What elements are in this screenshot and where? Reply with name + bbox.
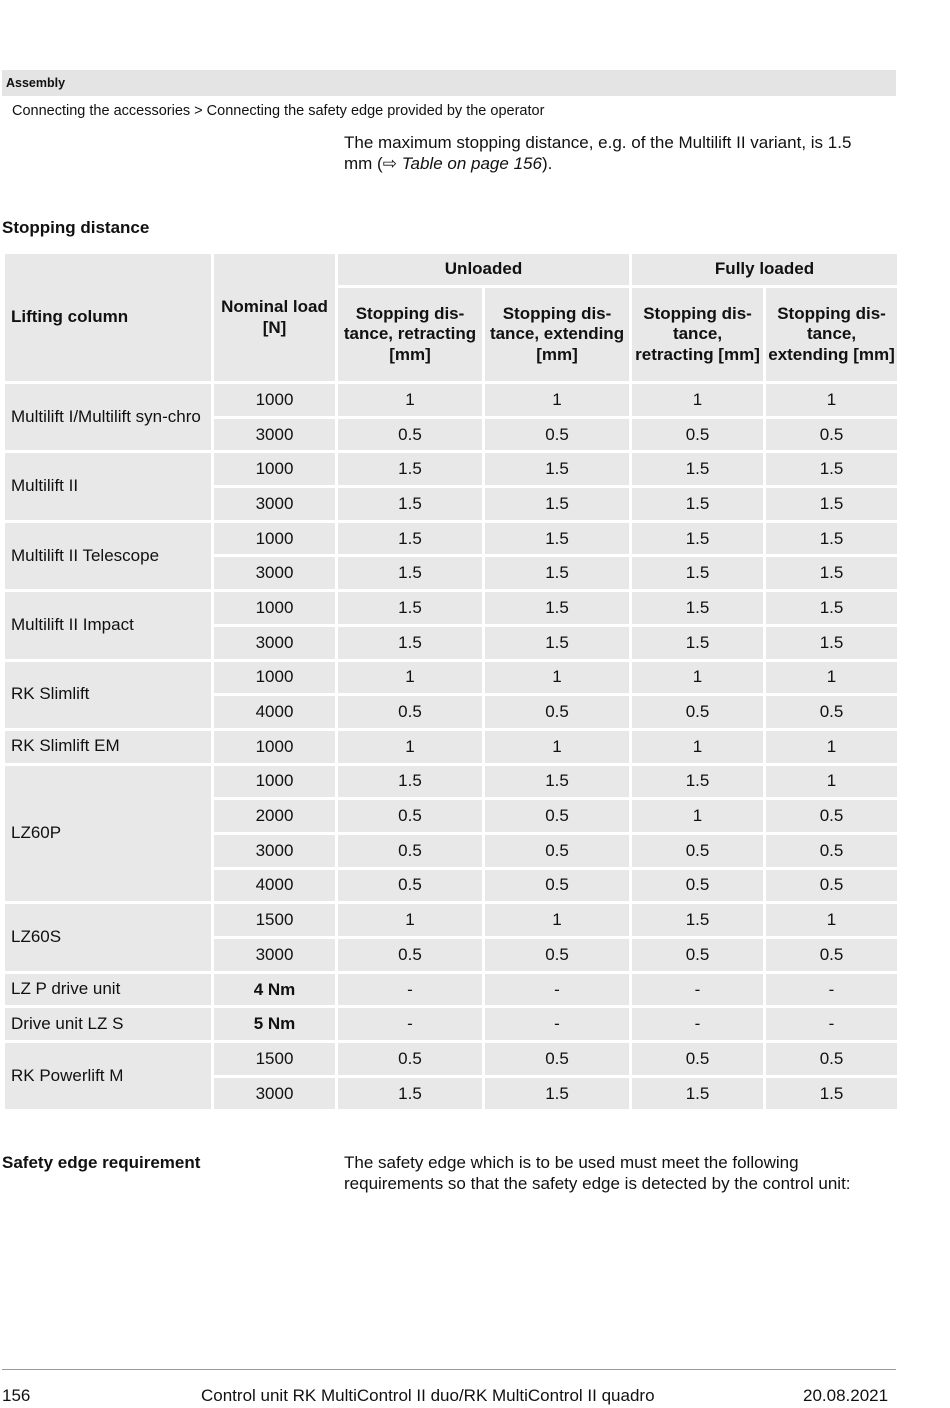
loaded-extending-cell: 1.5 <box>766 488 897 520</box>
section-title: Assembly <box>6 76 66 90</box>
header-loaded-retracting: Stopping dis-tance, retracting [mm] <box>632 288 763 381</box>
table-row <box>5 1043 897 1075</box>
header-unloaded-retracting: Stopping dis-tance, retracting [mm] <box>338 288 482 381</box>
unloaded-extending-cell: 0.5 <box>485 835 629 867</box>
unloaded-extending-cell: 1.5 <box>485 523 629 555</box>
nominal-load-cell: 1500 <box>214 1043 335 1075</box>
unloaded-retracting-cell: 0.5 <box>338 939 482 971</box>
unloaded-extending-cell: 1.5 <box>485 627 629 659</box>
nominal-load-cell: 3000 <box>214 419 335 451</box>
nominal-load-cell: 4 Nm <box>214 974 335 1006</box>
loaded-retracting-cell: 1.5 <box>632 766 763 798</box>
table-row <box>5 384 897 416</box>
loaded-extending-cell: 1.5 <box>766 557 897 589</box>
header-loaded-extending: Stopping dis-tance, extending [mm] <box>766 288 897 381</box>
loaded-retracting-cell: 1.5 <box>632 627 763 659</box>
stopping-distance-table <box>2 251 900 1112</box>
unloaded-retracting-cell: 0.5 <box>338 800 482 832</box>
loaded-extending-cell: 0.5 <box>766 870 897 902</box>
header-fully-loaded: Fully loaded <box>632 254 897 285</box>
unloaded-retracting-cell: 1 <box>338 731 482 763</box>
safety-edge-text: The safety edge which is to be used must meet the following requirements so that the safety edge is detected by the control unit: <box>344 1153 851 1193</box>
unloaded-retracting-cell: 1.5 <box>338 488 482 520</box>
lifting-column-name: Multilift I/Multilift syn-chro <box>5 384 211 450</box>
unloaded-retracting-cell: - <box>338 1008 482 1040</box>
table-row <box>5 904 897 936</box>
nominal-load-cell: 1000 <box>214 766 335 798</box>
unloaded-extending-cell: 0.5 <box>485 1043 629 1075</box>
nominal-load-cell: 3000 <box>214 627 335 659</box>
table-reference-text: Table on page 156 <box>401 154 542 173</box>
loaded-extending-cell: 0.5 <box>766 835 897 867</box>
table-row <box>5 731 897 763</box>
lifting-column-name: RK Slimlift EM <box>5 731 211 763</box>
unloaded-extending-cell: - <box>485 974 629 1006</box>
unloaded-extending-cell: 0.5 <box>485 939 629 971</box>
unloaded-retracting-cell: 1 <box>338 662 482 694</box>
breadcrumb: Connecting the accessories > Connecting the safety edge provided by the operator <box>12 103 545 119</box>
unloaded-extending-cell: 0.5 <box>485 800 629 832</box>
table-row <box>5 453 897 485</box>
loaded-extending-cell: 0.5 <box>766 696 897 728</box>
unloaded-retracting-cell: 0.5 <box>338 870 482 902</box>
unloaded-retracting-cell: 1.5 <box>338 627 482 659</box>
loaded-retracting-cell: 1.5 <box>632 1078 763 1110</box>
table-row <box>5 523 897 555</box>
table-row <box>5 662 897 694</box>
unloaded-retracting-cell: 0.5 <box>338 696 482 728</box>
section-header-bar <box>2 70 896 96</box>
unloaded-retracting-cell: 1.5 <box>338 523 482 555</box>
unloaded-extending-cell: 0.5 <box>485 696 629 728</box>
lifting-column-name: LZ60P <box>5 766 211 902</box>
loaded-retracting-cell: 0.5 <box>632 939 763 971</box>
arrow-reference-icon: ⇨ <box>382 154 397 173</box>
loaded-extending-cell: 1.5 <box>766 627 897 659</box>
nominal-load-cell: 3000 <box>214 1078 335 1110</box>
unloaded-retracting-cell: 1.5 <box>338 557 482 589</box>
loaded-retracting-cell: 1 <box>632 662 763 694</box>
unloaded-extending-cell: 1.5 <box>485 453 629 485</box>
loaded-extending-cell: 0.5 <box>766 419 897 451</box>
lifting-column-name: Drive unit LZ S <box>5 1008 211 1040</box>
loaded-retracting-cell: - <box>632 1008 763 1040</box>
loaded-retracting-cell: 0.5 <box>632 1043 763 1075</box>
unloaded-extending-cell: 1.5 <box>485 557 629 589</box>
loaded-retracting-cell: 1 <box>632 731 763 763</box>
unloaded-retracting-cell: 0.5 <box>338 1043 482 1075</box>
stopping-distance-rows <box>5 384 897 1109</box>
lifting-column-name: LZ P drive unit <box>5 974 211 1006</box>
loaded-extending-cell: 0.5 <box>766 800 897 832</box>
intro-text: The maximum stopping distance, e.g. of the Multilift II variant, is 1.5 mm ( <box>344 133 852 173</box>
nominal-load-cell: 3000 <box>214 939 335 971</box>
nominal-load-cell: 3000 <box>214 488 335 520</box>
lifting-column-name: Multilift II Telescope <box>5 523 211 589</box>
nominal-load-cell: 1000 <box>214 731 335 763</box>
loaded-extending-cell: 0.5 <box>766 939 897 971</box>
loaded-extending-cell: 1 <box>766 384 897 416</box>
loaded-retracting-cell: 1 <box>632 800 763 832</box>
table-row <box>5 766 897 798</box>
loaded-retracting-cell: 1.5 <box>632 523 763 555</box>
unloaded-extending-cell: 1 <box>485 731 629 763</box>
unloaded-extending-cell: 0.5 <box>485 870 629 902</box>
loaded-extending-cell: 1.5 <box>766 1078 897 1110</box>
loaded-extending-cell: 1.5 <box>766 523 897 555</box>
nominal-load-cell: 4000 <box>214 870 335 902</box>
loaded-retracting-cell: 1.5 <box>632 453 763 485</box>
lifting-column-name: LZ60S <box>5 904 211 970</box>
nominal-load-cell: 1000 <box>214 453 335 485</box>
loaded-extending-cell: 0.5 <box>766 1043 897 1075</box>
nominal-load-cell: 1000 <box>214 384 335 416</box>
lifting-column-name: RK Slimlift <box>5 662 211 728</box>
nominal-load-cell: 1000 <box>214 523 335 555</box>
nominal-load-cell: 2000 <box>214 800 335 832</box>
loaded-extending-cell: - <box>766 974 897 1006</box>
nominal-load-cell: 1000 <box>214 592 335 624</box>
loaded-retracting-cell: 0.5 <box>632 696 763 728</box>
unloaded-extending-cell: 1 <box>485 904 629 936</box>
unloaded-retracting-cell: 1.5 <box>338 1078 482 1110</box>
loaded-retracting-cell: 0.5 <box>632 419 763 451</box>
loaded-retracting-cell: - <box>632 974 763 1006</box>
safety-edge-heading: Safety edge requirement <box>2 1153 201 1172</box>
loaded-retracting-cell: 1.5 <box>632 592 763 624</box>
unloaded-retracting-cell: 1 <box>338 384 482 416</box>
unloaded-retracting-cell: - <box>338 974 482 1006</box>
table-row <box>5 1008 897 1040</box>
unloaded-retracting-cell: 1.5 <box>338 766 482 798</box>
unloaded-retracting-cell: 0.5 <box>338 835 482 867</box>
footer-divider <box>2 1369 896 1370</box>
unloaded-extending-cell: 1 <box>485 662 629 694</box>
lifting-column-name: Multilift II Impact <box>5 592 211 658</box>
page-number: 156 <box>2 1386 31 1405</box>
unloaded-extending-cell: 1.5 <box>485 766 629 798</box>
unloaded-extending-cell: - <box>485 1008 629 1040</box>
nominal-load-cell: 4000 <box>214 696 335 728</box>
table-row <box>5 974 897 1006</box>
unloaded-retracting-cell: 0.5 <box>338 419 482 451</box>
document-title: Control unit RK MultiControl II duo/RK MultiControl II quadro <box>201 1386 655 1405</box>
loaded-retracting-cell: 0.5 <box>632 835 763 867</box>
loaded-extending-cell: - <box>766 1008 897 1040</box>
loaded-extending-cell: 1 <box>766 731 897 763</box>
header-nominal-load: Nominal load [N] <box>214 254 335 381</box>
unloaded-retracting-cell: 1.5 <box>338 453 482 485</box>
nominal-load-cell: 3000 <box>214 557 335 589</box>
loaded-extending-cell: 1.5 <box>766 592 897 624</box>
header-lifting-column: Lifting column <box>5 254 211 381</box>
unloaded-extending-cell: 0.5 <box>485 419 629 451</box>
nominal-load-cell: 1000 <box>214 662 335 694</box>
unloaded-retracting-cell: 1.5 <box>338 592 482 624</box>
document-date: 20.08.2021 <box>803 1386 889 1405</box>
unloaded-extending-cell: 1.5 <box>485 488 629 520</box>
nominal-load-cell: 1500 <box>214 904 335 936</box>
header-unloaded: Unloaded <box>338 254 629 285</box>
intro-paragraph <box>344 132 884 174</box>
unloaded-retracting-cell: 1 <box>338 904 482 936</box>
intro-text-end: ). <box>541 154 553 173</box>
stopping-distance-heading: Stopping distance <box>2 218 150 237</box>
loaded-extending-cell: 1 <box>766 766 897 798</box>
nominal-load-cell: 5 Nm <box>214 1008 335 1040</box>
loaded-retracting-cell: 1.5 <box>632 488 763 520</box>
loaded-retracting-cell: 1.5 <box>632 557 763 589</box>
unloaded-extending-cell: 1.5 <box>485 592 629 624</box>
loaded-retracting-cell: 0.5 <box>632 870 763 902</box>
loaded-retracting-cell: 1.5 <box>632 904 763 936</box>
loaded-extending-cell: 1 <box>766 662 897 694</box>
unloaded-extending-cell: 1 <box>485 384 629 416</box>
loaded-retracting-cell: 1 <box>632 384 763 416</box>
table-reference-link[interactable] <box>383 154 542 173</box>
unloaded-extending-cell: 1.5 <box>485 1078 629 1110</box>
lifting-column-name: RK Powerlift M <box>5 1043 211 1109</box>
loaded-extending-cell: 1 <box>766 904 897 936</box>
nominal-load-cell: 3000 <box>214 835 335 867</box>
table-row <box>5 592 897 624</box>
header-unloaded-extending: Stopping dis-tance, extending [mm] <box>485 288 629 381</box>
loaded-extending-cell: 1.5 <box>766 453 897 485</box>
lifting-column-name: Multilift II <box>5 453 211 519</box>
